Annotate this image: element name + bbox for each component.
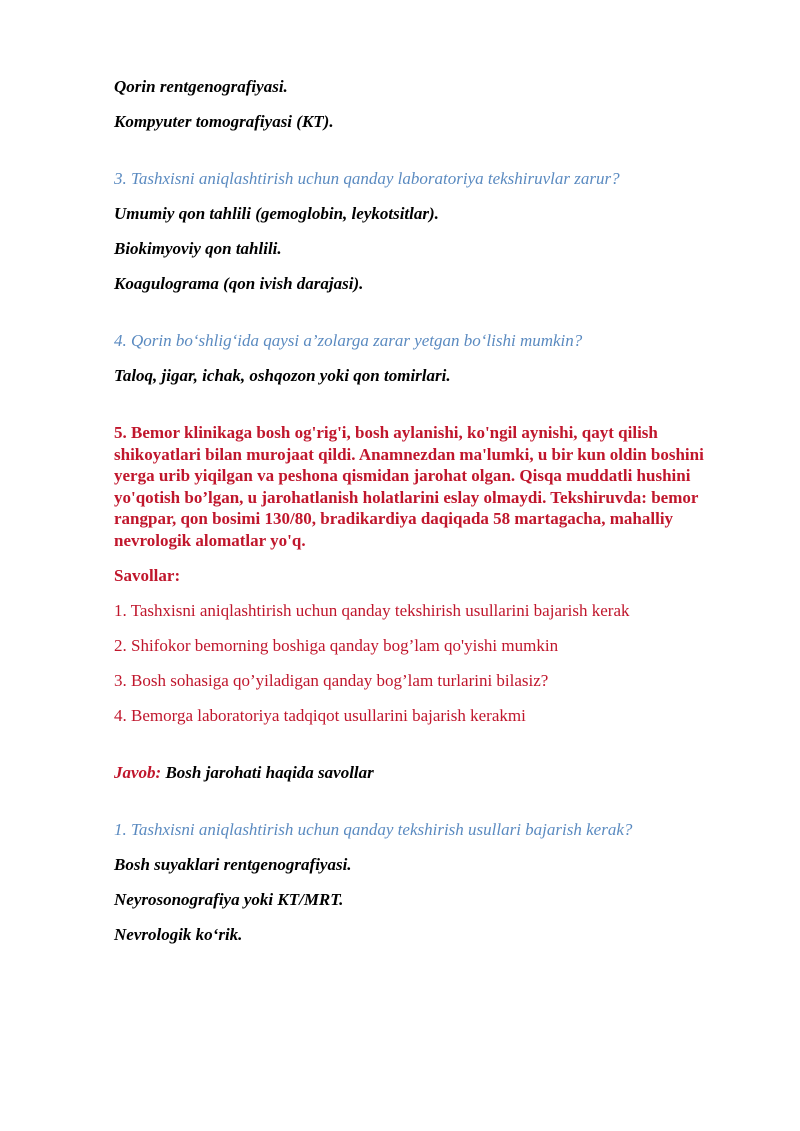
javob-line [114, 762, 740, 784]
javob-label: Javob: [114, 762, 162, 782]
javob-text: Bosh jarohati haqida savollar [161, 762, 374, 782]
clinical-case-text: 5. Bemor klinikaga bosh og'rig'i, bosh aylanishi, ko'ngil aynishi, qayt qilish shikoyatlari bilan murojaat qildi. Anamnezdan ma'lumki, u bir kun oldin boshini yerga urib yiqilgan va peshona qismidan jarohat olgan. Qisqa muddatli hushini yo'qotish bo’lgan, u jarohatlanish holatlarini eslay olmaydi. Tekshiruvda: bemor rangpar, qon bosimi 130/80, bradikardiya daqiqada 58 martagacha, mahalliy nevrologik alomatlar yo'q. [114, 423, 704, 550]
questions-title: Savollar: [114, 565, 181, 585]
case-question: 4. Bemorga laboratoriya tadqiqot usullarini bajarish kerakmi [114, 705, 526, 725]
case-question: 2. Shifokor bemorning boshiga qanday bog’lam qo'yishi mumkin [114, 635, 559, 655]
case-question: 3. Bosh sohasiga qo’yiladigan qanday bog’lam turlarini bilasiz? [114, 670, 549, 690]
answer-line: Bosh suyaklari rentgenografiyasi. [114, 854, 352, 874]
question-heading: 4. Qorin bo‘shlig‘ida qaysi a’zolarga zarar yetgan bo‘lishi mumkin? [114, 331, 583, 350]
answer-line: Umumiy qon tahlili (gemoglobin, leykotsitlar). [114, 204, 439, 223]
answer-line: Koagulograma (qon ivish darajasi). [114, 274, 364, 293]
answer-line: Biokimyoviy qon tahlili. [114, 239, 282, 258]
question-heading: 3. Tashxisni aniqlashtirish uchun qanday laboratoriya tekshiruvlar zarur? [114, 169, 620, 188]
answer-line: Neyrosonografiya yoki KT/MRT. [114, 889, 344, 909]
answer-line: Qorin rentgenografiyasi. [114, 77, 288, 96]
answer-line: Kompyuter tomografiyasi (KT). [114, 112, 334, 131]
case-question: 1. Tashxisni aniqlashtirish uchun qanday tekshirish usullarini bajarish kerak [114, 600, 630, 620]
answer-line: Taloq, jigar, ichak, oshqozon yoki qon tomirlari. [114, 366, 451, 385]
answer-line: Nevrologik ko‘rik. [114, 924, 243, 944]
question-heading: 1. Tashxisni aniqlashtirish uchun qanday tekshirish usullari bajarish kerak? [114, 819, 633, 839]
